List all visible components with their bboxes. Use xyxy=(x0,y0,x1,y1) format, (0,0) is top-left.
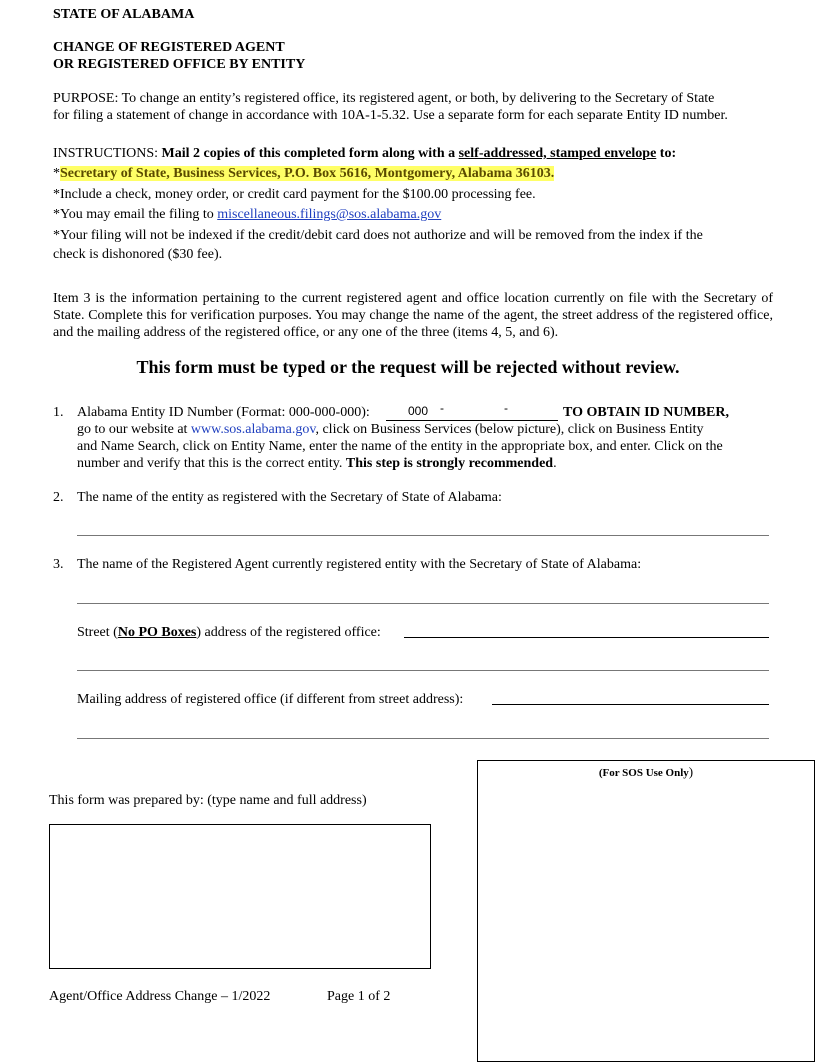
footer-page-number: Page 1 of 2 xyxy=(327,989,391,1004)
sos-website-link[interactable]: www.sos.alabama.gov xyxy=(190,422,316,437)
instructions-envelope-text: self-addressed, stamped envelope xyxy=(458,146,657,161)
item3-number: 3. xyxy=(53,557,64,572)
item1-label: Alabama Entity ID Number (Format: 000-000-000): xyxy=(77,405,370,420)
entity-id-dash2: - xyxy=(504,401,508,415)
prepared-by-input[interactable] xyxy=(49,824,431,969)
street-address-label xyxy=(77,624,381,641)
mailing-address-input[interactable] xyxy=(492,704,769,705)
entity-id-prefill: 000 xyxy=(408,404,429,418)
item1-line3: and Name Search, click on Entity Name, enter the name of the entity in the appropriate box, and enter. Click on the xyxy=(77,439,723,454)
item1-line2 xyxy=(77,421,765,438)
item1-line4 xyxy=(77,455,557,472)
typed-notice: This form must be typed or the request will be rejected without review. xyxy=(136,357,680,377)
item1-recommended: This step is strongly recommended xyxy=(345,456,554,471)
item1-number: 1. xyxy=(53,405,64,420)
indexing-note-line1: *Your filing will not be indexed if the credit/debit card does not authorize and will be removed from the index if the xyxy=(53,228,703,243)
prepared-by-label: This form was prepared by: (type name and full address) xyxy=(49,793,367,808)
street-label-pre: Street ( xyxy=(77,625,118,640)
email-note xyxy=(53,206,441,223)
purpose-line2: for filing a statement of change in accordance with 10A-1-5.32. Use a separate form for each separate Entity ID number. xyxy=(53,108,728,123)
sos-mailing-address: Secretary of State, Business Services, P.O. Box 5616, Montgomery, Alabama 36103. xyxy=(60,166,555,181)
sos-use-title: (For SOS Use Only) xyxy=(598,764,694,779)
address-prefix: * xyxy=(53,166,60,181)
email-link[interactable]: miscellaneous.filings@sos.alabama.gov xyxy=(217,207,442,222)
form-title-line1: CHANGE OF REGISTERED AGENT xyxy=(53,40,285,55)
item3-label: The name of the Registered Agent currently registered entity with the Secretary of State of Alabama: xyxy=(77,557,642,572)
instructions-mail-text: Mail 2 copies of this completed form along with a xyxy=(161,146,459,161)
entity-id-input[interactable] xyxy=(386,402,558,421)
street-label-post: ) address of the registered office: xyxy=(196,625,381,640)
mailing-address-label: Mailing address of registered office (if different from street address): xyxy=(77,692,464,707)
form-title-line2: OR REGISTERED OFFICE BY ENTITY xyxy=(53,57,306,72)
instructions-to-text: to: xyxy=(656,146,677,161)
footer-form-name: Agent/Office Address Change – 1/2022 xyxy=(49,989,271,1004)
obtain-id-heading: TO OBTAIN ID NUMBER, xyxy=(563,405,729,420)
instructions-label: INSTRUCTIONS: xyxy=(53,146,162,161)
mailing-address-line xyxy=(53,165,554,182)
entity-id-dash1: - xyxy=(440,401,444,415)
item3-info-paragraph: Item 3 is the information pertaining to the current registered agent and office location currently on file with the Secretary of State. Complete this for verification purposes. You may change the name of the agent, the street address of the registered office, and the mailing address of the registered office, or any one of the three (items 4, 5, and 6). xyxy=(53,291,773,340)
registered-agent-name-input[interactable] xyxy=(77,603,769,604)
email-prefix: *You may email the filing to xyxy=(53,207,218,222)
street-address-input-line2[interactable] xyxy=(77,670,769,671)
item1-line2-post: , click on Business Services (below picture), click on Business Entity xyxy=(315,422,704,437)
no-po-boxes: No PO Boxes xyxy=(117,625,197,640)
indexing-note-line2: check is dishonored ($30 fee). xyxy=(53,247,223,262)
purpose-line1: PURPOSE: To change an entity’s registered office, its registered agent, or both, by delivering to the Secretary of State xyxy=(53,91,715,106)
instructions-line xyxy=(53,145,676,162)
payment-note: *Include a check, money order, or credit card payment for the $100.00 processing fee. xyxy=(53,187,536,202)
item2-number: 2. xyxy=(53,490,64,505)
item1-line2-pre: go to our website at xyxy=(77,422,191,437)
mailing-address-input-line2[interactable] xyxy=(77,738,769,739)
street-address-input[interactable] xyxy=(404,637,769,638)
item1-line4-post: . xyxy=(553,456,557,471)
state-heading: STATE OF ALABAMA xyxy=(53,7,195,22)
item1-line4-pre: number and verify that this is the correct entity. xyxy=(77,456,346,471)
item2-label: The name of the entity as registered with the Secretary of State of Alabama: xyxy=(77,490,502,505)
entity-name-input[interactable] xyxy=(77,535,769,536)
sos-use-box xyxy=(477,760,815,1062)
